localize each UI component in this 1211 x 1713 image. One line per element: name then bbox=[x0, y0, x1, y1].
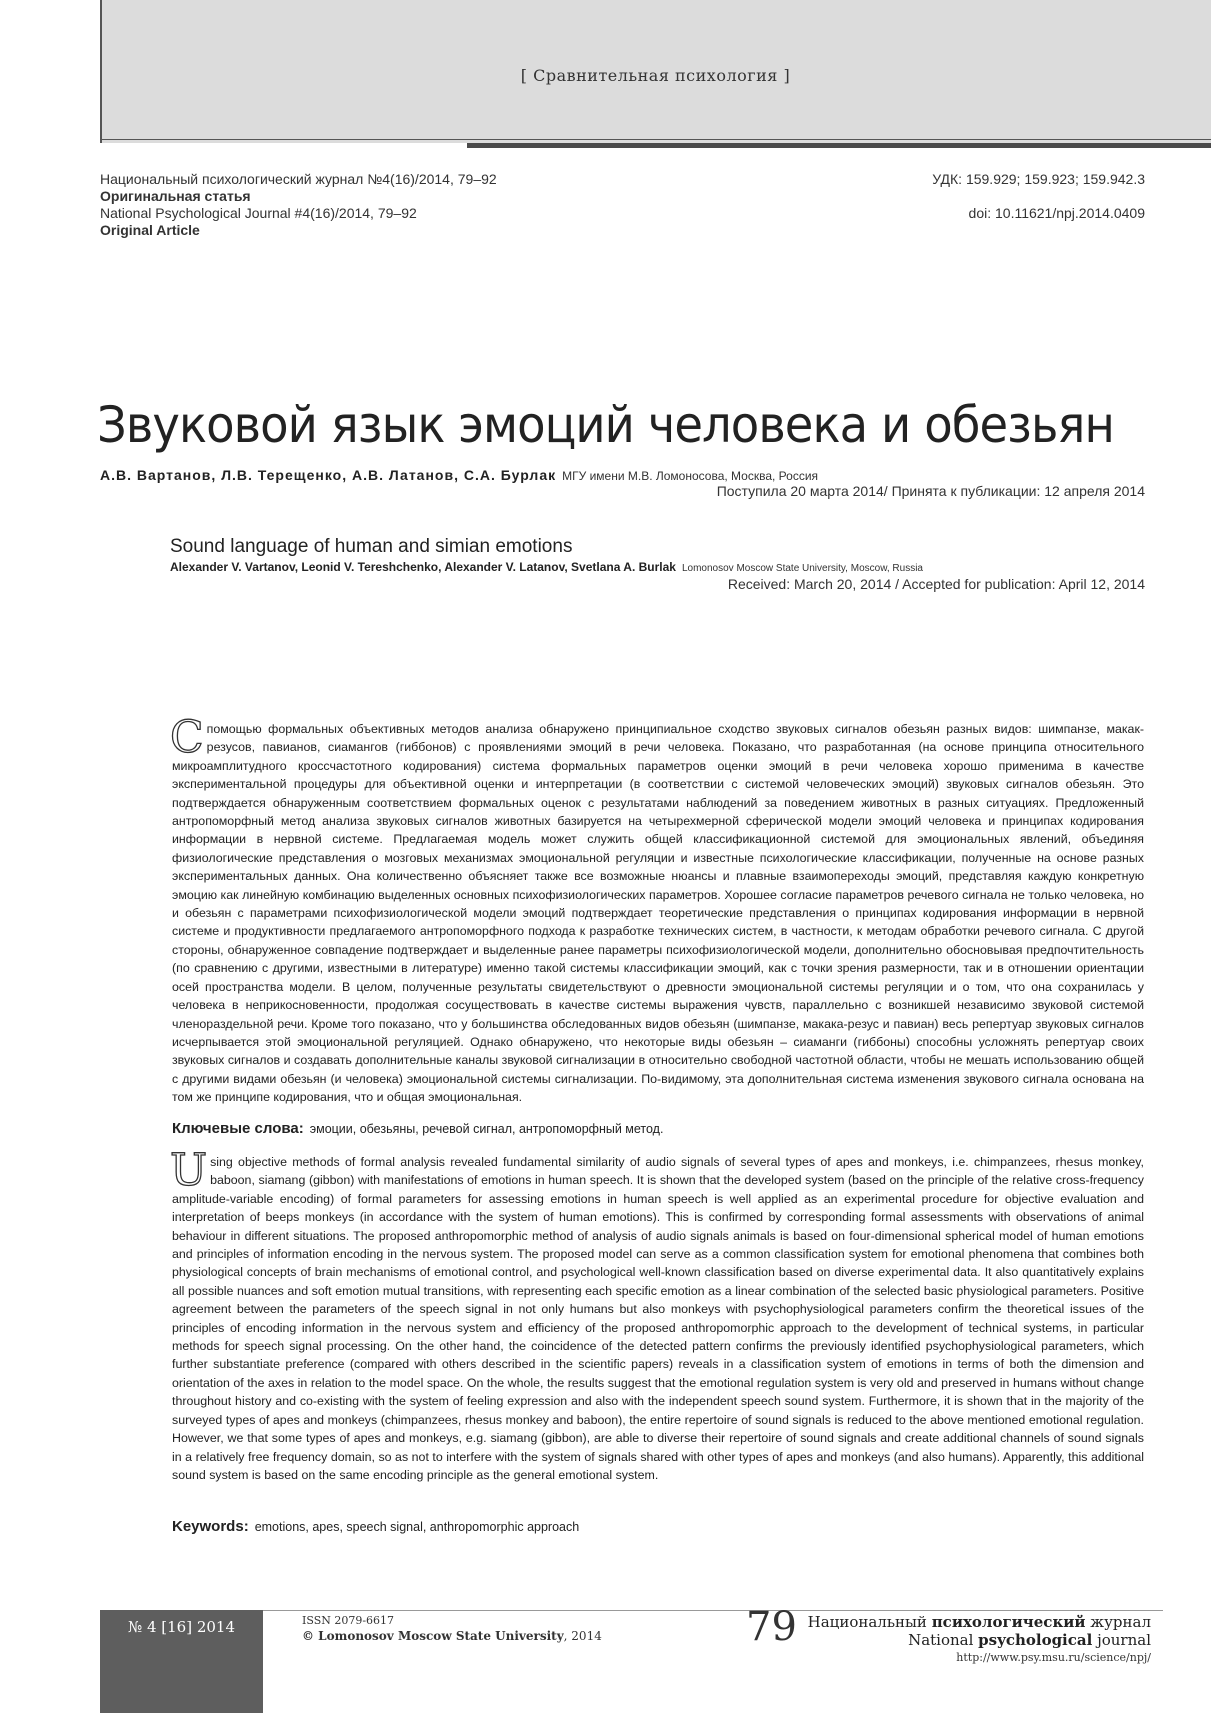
article-type-en: Original Article bbox=[100, 222, 200, 238]
abstract-en-text: sing objective methods of formal analysis revealed fundamental similarity of audio signals of several types of apes and monkeys, i.e. chimpanzees, rhesus monkey, baboon, siamang (gibbon) with manifestations of emotions in human speech. It is shown that the developed system (based on the principle of the relative cross-frequency amplitude-variable encoding) of formal parameters for assessing emotions in human speech is well applied as an experimental procedure for objective evaluation and interpretation of beeps monkeys (in accordance with the system of human emotions). This is confirmed by corresponding formal assessments with observations of animal behaviour in different situations. The proposed anthropomorphic method of analysis of audio signals animals is based on four-dimensional spherical model of human emotions and principles of information encoding in the nervous system. The proposed model can serve as a common classification system for emotional phenomena that combines both physiological concepts of brain mechanisms of emotional control, and psychological well-known classification based on diverse experimental data. It also quantitatively explains all possible nuances and soft emotion mutual transitions, with representing each specific emotion as a linear combination of the selected basic physiological parameters. Positive agreement between the parameters of the speech signal in not only humans but also monkeys with psychophysiological parameters confirm the theoretical issues of the principles of encoding information in the nervous system and efficiency of the proposed anthropomorphic approach to the development of technical systems, in particular methods for speech signal processing. On the other hand, the coincidence of the detected pattern confirms the previously identified psychophysiological parameters, which further substantiate preference (compared with others described in the scientific papers) reveals in a classification system of emotions in terms of both the dimension and orientation of the axes in relation to the model space. On the whole, the results suggest that the emotional regulation system is very old and preserved in humans without change throughout history and co-existing with the system of feeling expression and also with the independent speech sound system. Furthermore, it is shown that in the majority of the surveyed types of apes and monkeys (chimpanzees, rhesus monkey and baboon), the entire repertoire of sound signals is reduced to the above mentioned emotional regulation. However, we that some types of apes and monkeys, e.g. siamang (gibbon), are able to diverse their repertoire of sound signals and create additional channels of sound signals in a relatively free frequency domain, so as not to interfere with the system of signals shared with other types of apes and monkeys (and also humans). Apparently, this additional sound system is based on the same encoding principle as the general emotional system. bbox=[172, 1155, 1144, 1482]
journal-name-en: National psychological journal bbox=[908, 1631, 1151, 1649]
affiliation-ru: МГУ имени М.В. Ломоносова, Москва, Россия bbox=[562, 469, 819, 483]
journal-citation-ru: Национальный психологический журнал №4(16)/2014, 79–92 bbox=[100, 171, 497, 187]
issue-label: № 4 [16] 2014 bbox=[127, 1618, 235, 1636]
author-names-ru: А.В. Вартанов, Л.В. Терещенко, А.В. Латанов, С.А. Бурлак bbox=[100, 467, 557, 483]
section-label: [ Сравнительная психология ] bbox=[520, 66, 791, 85]
publication-dates-en: Received: March 20, 2014 / Accepted for publication: April 12, 2014 bbox=[727, 576, 1145, 592]
affiliation-en: Lomonosov Moscow State University, Moscow, Russia bbox=[681, 563, 923, 574]
footer-rule bbox=[263, 1610, 1163, 1611]
author-names-en: Alexander V. Vartanov, Leonid V. Tereshchenko, Alexander V. Latanov, Svetlana A. Burlak bbox=[170, 560, 676, 574]
authors-en bbox=[170, 560, 923, 574]
keywords-text-en: emotions, apes, speech signal, anthropomorphic approach bbox=[254, 1520, 580, 1534]
page-number: 79 bbox=[746, 1604, 797, 1650]
meta-left bbox=[100, 171, 497, 239]
keywords-ru bbox=[172, 1120, 663, 1137]
abstract-ru bbox=[170, 712, 1144, 1107]
dropcap-en: U bbox=[170, 1145, 208, 1196]
header-thick-rule bbox=[467, 143, 1211, 148]
article-type-ru: Оригинальная статья bbox=[100, 188, 251, 204]
keywords-text-ru: эмоции, обезьяны, речевой сигнал, антропоморфный метод. bbox=[309, 1122, 664, 1136]
abstract-en bbox=[170, 1145, 1144, 1484]
article-title-ru: Звуковой язык эмоций человека и обезьян bbox=[97, 396, 1114, 454]
issn: ISSN 2079-6617 bbox=[302, 1614, 395, 1627]
keywords-en bbox=[172, 1518, 579, 1535]
authors-ru bbox=[100, 467, 818, 483]
publication-dates-ru: Поступила 20 марта 2014/ Принята к публикации: 12 апреля 2014 bbox=[716, 483, 1145, 499]
keywords-label-ru: Ключевые слова: bbox=[172, 1120, 304, 1137]
dropcap-ru: С bbox=[170, 712, 204, 763]
meta-right bbox=[932, 171, 1145, 222]
article-title-en: Sound language of human and simian emotions bbox=[170, 536, 573, 557]
doi-link[interactable]: doi: 10.11621/npj.2014.0409 bbox=[968, 205, 1145, 221]
journal-url[interactable]: http://www.psy.msu.ru/science/npj/ bbox=[956, 1651, 1151, 1664]
journal-citation-en: National Psychological Journal #4(16)/2014, 79–92 bbox=[100, 205, 417, 221]
journal-name-ru: Национальный психологический журнал bbox=[807, 1613, 1151, 1631]
header-rule bbox=[100, 139, 1211, 140]
udk-code: УДК: 159.929; 159.923; 159.942.3 bbox=[932, 171, 1145, 187]
keywords-label-en: Keywords: bbox=[172, 1518, 249, 1535]
abstract-ru-text: помощью формальных объективных методов анализа обнаружено принципиальное сходство звуковых сигналов обезьян разных видов: шимпанзе, макак-резусов, павианов, сиамангов (гиббонов) с проявлениями эмоций в речи человека. Показано, что разработанная (на основе принципа относительного микроамплитудного кроссчастотного кодирования) система формальных параметров оценки эмоций в речи человека хорошо применима в качестве экспериментальной процедуры для объективной оценки и интерпретации (в соответствии с системой человеческих эмоций) звуковых сигналов обезьян. Это подтверждается обнаруженным соответствием формальных оценок с результатами наблюдений за поведением животных в разных ситуациях. Предложенный антропоморфный метод анализа звуковых сигналов животных базируется на четырехмерной сферической модели эмоций человека и принципах кодирования информации в нервной системе. Предлагаемая модель может служить общей классификационной системой для эмоциональных явлений, объединяя физиологические представления о мозговых механизмах эмоциональной регуляции и известные психологические классификации, полученные на основе разных экспериментальных данных. Она количественно объясняет также все возможные нюансы и плавные взаимопереходы эмоций, представляя каждую конкретную эмоцию как линейную комбинацию выделенных основных психофизиологических параметров. Хорошее согласие параметров речевого сигнала не только человека, но и обезьян с параметрами психофизиологической модели эмоций подтверждает теоретические представления о принципах кодирования информации в нервной системе и продуктивности предлагаемого антропоморфного подхода к разработке технических систем, в частности, к методам обработки речевого сигнала. С другой стороны, обнаруженное совпадение подтверждает и выделенные ранее параметры психофизиологической модели, дополнительно обосновывая предпочтительность (по сравнению с другими, известными в литературе) именно такой системы классификации эмоций, как с точки зрения размерности, так и в отношении ориентации осей пространства модели. В целом, полученные результаты свидетельствуют о древности эмоциональной системы регуляции и о том, что она сохранилась у человека в неприкосновенности, продолжая сосуществовать в качестве системы выражения чувств, параллельно с возникшей независимо звуковой системой членораздельной речи. Кроме того показано, что у большинства обследованных видов обезьян (шимпанзе, макака-резус и павиан) весь репертуар звуковых сигналов исчерпывается этой эмоциональной регуляцией. Однако обнаружено, что некоторые виды обезьян – сиаманги (гиббоны) способны усложнять репертуар своих звуковых сигналов и создавать дополнительные каналы звуковой сигнализации в относительно свободной частотной области, чтобы не мешать использованию общей с другими видами обезьян (и человека) эмоциональной системы сигнализации. По-видимому, эта дополнительная система изменения звукового сигнала основана на том же принципе кодирования, что и общая эмоциональная. bbox=[172, 722, 1144, 1105]
copyright: © Lomonosov Moscow State University, 2014 bbox=[302, 1629, 602, 1643]
